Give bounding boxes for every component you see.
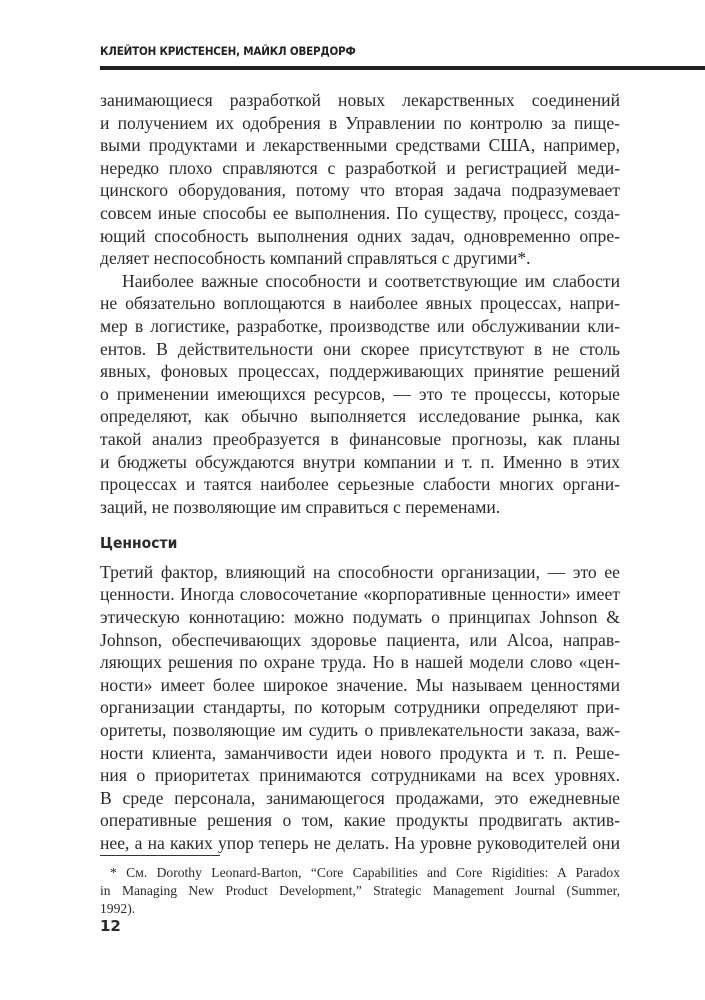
page-number: 12	[100, 917, 121, 935]
text-line: такой анализ преобразуется в финансовые прогнозы, как планы	[100, 428, 620, 449]
paragraph	[100, 270, 620, 519]
text-line: ентов. В действительности они скорее присутствуют в не столь	[100, 338, 620, 359]
text-line: ценности. Иногда словосочетание «корпоративные ценности» имеет	[100, 584, 620, 605]
text-line: ляющих решения по охране труда. Но в нашей модели слово «цен-	[100, 652, 620, 673]
text-line: В среде персонала, занимающегося продажами, это ежедневные	[100, 787, 620, 808]
text-line: не обязательно воплощаются в наиболее явных процессах, напри-	[100, 293, 620, 314]
text-line: определяют, как обычно выполняется исследование рынка, как	[100, 406, 620, 427]
text-line: нее, а на каких упор теперь не делать. На уровне руководителей они	[100, 833, 620, 853]
text-line: цинского оборудования, потому что вторая задача подразумевает	[100, 180, 620, 201]
text-line: заций, не позволяющие им справиться с переменами.	[100, 496, 501, 517]
text-line: организации стандарты, по которым сотрудники определяют при-	[100, 697, 620, 718]
text-line: ния о приоритетах принимаются сотрудниками на всех уровнях.	[100, 765, 620, 786]
text-line: ности» имеет более широкое значение. Мы называем ценностями	[100, 674, 620, 695]
text-line: оперативные решения о том, какие продукты продвигать актив-	[100, 810, 620, 831]
text-line: и бюджеты обсуждаются внутри компании и т. п. Именно в этих	[100, 451, 620, 472]
running-header: КЛЕЙТОН КРИСТЕНСЕН, МАЙКЛ ОВЕРДОРФ	[100, 44, 356, 58]
text-line: явных, фоновых процессах, поддерживающих принятие решений	[100, 361, 620, 382]
header-rule	[100, 66, 705, 70]
text-line: процессах и таятся наиболее серьезные слабости многих органи-	[100, 474, 620, 495]
text-line: * См. Dorothy Leonard-Barton, “Core Capabilities and Core Rigidities: A Paradox	[110, 865, 620, 880]
text-line: занимающиеся разработкой новых лекарственных соединений	[100, 90, 620, 110]
text-line: in Managing New Product Development,” Strategic Management Journal (Summer,	[100, 883, 620, 898]
text-line: Наиболее важные способности и соответствующие им слабости	[122, 270, 620, 291]
text-line: ющий способность выполнения одних задач, одновременно опре-	[100, 225, 620, 246]
text-line: оритеты, позволяющие им судить о привлекательности заказа, важ-	[100, 720, 620, 741]
section-heading: Ценности	[100, 534, 178, 553]
footnote-rule	[100, 855, 220, 856]
text-line: Johnson, обеспечивающих здоровье пациента, или Alcoa, направ-	[100, 629, 620, 650]
text-line: нередко плохо справляются с разработкой и регистрацией меди-	[100, 157, 620, 178]
footnote	[100, 864, 620, 918]
body-text	[100, 89, 620, 855]
text-line: 1992).	[100, 901, 136, 916]
paragraph	[100, 561, 620, 855]
text-line: ности клиента, заманчивости идеи нового продукта и т. п. Реше-	[100, 742, 620, 763]
text-line: Третий фактор, влияющий на способности организации, — это ее	[100, 561, 620, 582]
text-line: о применении имеющихся ресурсов, — это те процессы, которые	[100, 383, 620, 404]
paragraph	[100, 89, 620, 270]
text-line: и получением их одобрения в Управлении по контролю за пище-	[100, 112, 620, 133]
text-line: деляет неспособность компаний справляться с другими*.	[100, 248, 531, 269]
text-line: совсем иные способы ее выполнения. По существу, процесс, созда-	[100, 202, 620, 223]
text-line: выми продуктами и лекарственными средствами США, например,	[100, 135, 620, 156]
text-line: мер в логистике, разработке, производстве или обслуживании кли-	[100, 315, 620, 336]
text-line: этическую коннотацию: можно подумать о принципах Johnson &	[100, 607, 620, 628]
